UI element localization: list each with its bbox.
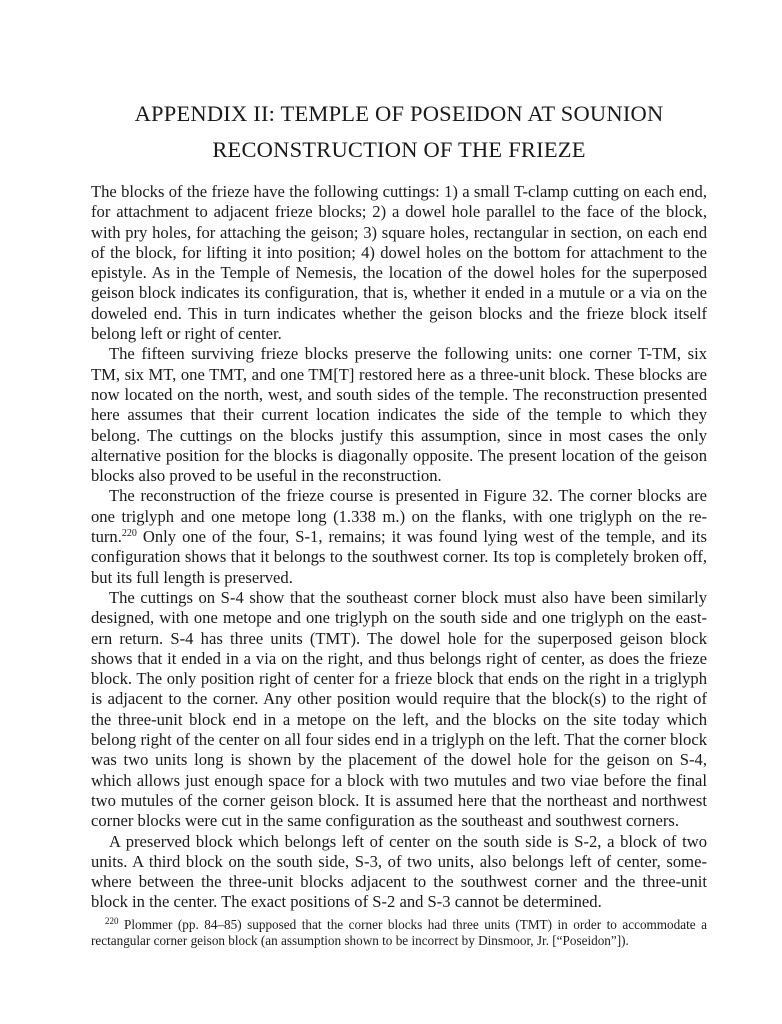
- body-text: [91, 182, 707, 913]
- paragraph-3: [91, 486, 707, 587]
- title-line-2: RECONSTRUCTION OF THE FRIEZE: [212, 137, 586, 162]
- paragraph-1: The blocks of the frieze have the following cuttings: 1) a small T-clamp cutting on each end, for attachment to adjacent frieze blocks; 2) a dowel hole parallel to the face of the block, with pry holes, for attaching the geison; 3) square holes, rectangular in section, on each end of the block, for lifting it into position; 4) dowel holes on the bottom for attachment to the epistyle. As in the Temple of Nemesis, the location of the dowel holes for the superposed geison block indicates its configuration, that is, whether it ended in a mutule or a via on the doweled end. This in turn indicates whether the geison blocks and the frieze block itself belong left or right of center.: [91, 182, 707, 344]
- paragraph-2: The fifteen surviving frieze blocks preserve the following units: one corner T-TM, six TM, six MT, one TMT, and one TM[T] restored here as a three-unit block. These blocks are now located on the north, west, and south sides of the temple. The reconstruction presented here assumes that their current location indicates the side of the temple to which they belong. The cuttings on the blocks justify this assumption, since in most cases the only alternative position for the blocks is diagonally opposite. The present location of the geison blocks also proved to be useful in the reconstruction.: [91, 344, 707, 486]
- paragraph-5: A preserved block which belongs left of center on the south side is S-2, a block of two units. A third block on the south side, S-3, of two units, also belongs left of center, somewhere between the three-unit blocks adjacent to the southwest corner and the three-unit block in the center. The exact positions of S-2 and S-3 cannot be determined.: [91, 831, 707, 912]
- document-page: [91, 96, 707, 950]
- footnote-reference: 220: [121, 528, 137, 540]
- footnote: [91, 917, 707, 950]
- footnote-number: 220: [105, 915, 119, 926]
- paragraph-4: The cuttings on S-4 show that the southeast corner block must also have been similarly designed, with one metope and one triglyph on the south side and one triglyph on the eastern return. S-4 has three units (TMT). The dowel hole for the superposed geison block shows that it ended in a via on the right, and thus belongs right of center, as does the frieze block. The only position right of center for a frieze block that ends on the right in a triglyph is adjacent to the corner. Any other position would require that the block(s) to the right of the three-unit block end in a metope on the left, and the blocks on the site today which belong right of the center on all four sides end in a triglyph on the left. That the corner block was two units long is shown by the placement of the dowel hole for the geison on S-4, which allows just enough space for a block with two mutules and two viae before the final two mutules of the corner geison block. It is assumed here that the northeast and northwest corner blocks were cut in the same configuration as the southeast and southwest corners.: [91, 587, 707, 831]
- paragraph-3-part-a: The reconstruction of the frieze course is presented in Figure 32. The corner blocks are one triglyph and one metope long (1.338 m.) on the flanks, with one triglyph on the return.: [91, 486, 707, 547]
- page-title: [91, 96, 707, 168]
- footnote-text: Plommer (pp. 84–85) supposed that the corner blocks had three units (TMT) in order to accommodate a rectangular corner geison block (an assumption shown to be incorrect by Dinsmoor, Jr. [“Poseidon”]).: [91, 916, 707, 949]
- paragraph-3-part-b: Only one of the four, S-1, remains; it was found lying west of the temple, and its configuration shows that it belongs to the southwest corner. Its top is completely broken off, but its full length is preserved.: [91, 527, 707, 587]
- title-line-1: APPENDIX II: TEMPLE OF POSEIDON AT SOUNION: [134, 101, 664, 126]
